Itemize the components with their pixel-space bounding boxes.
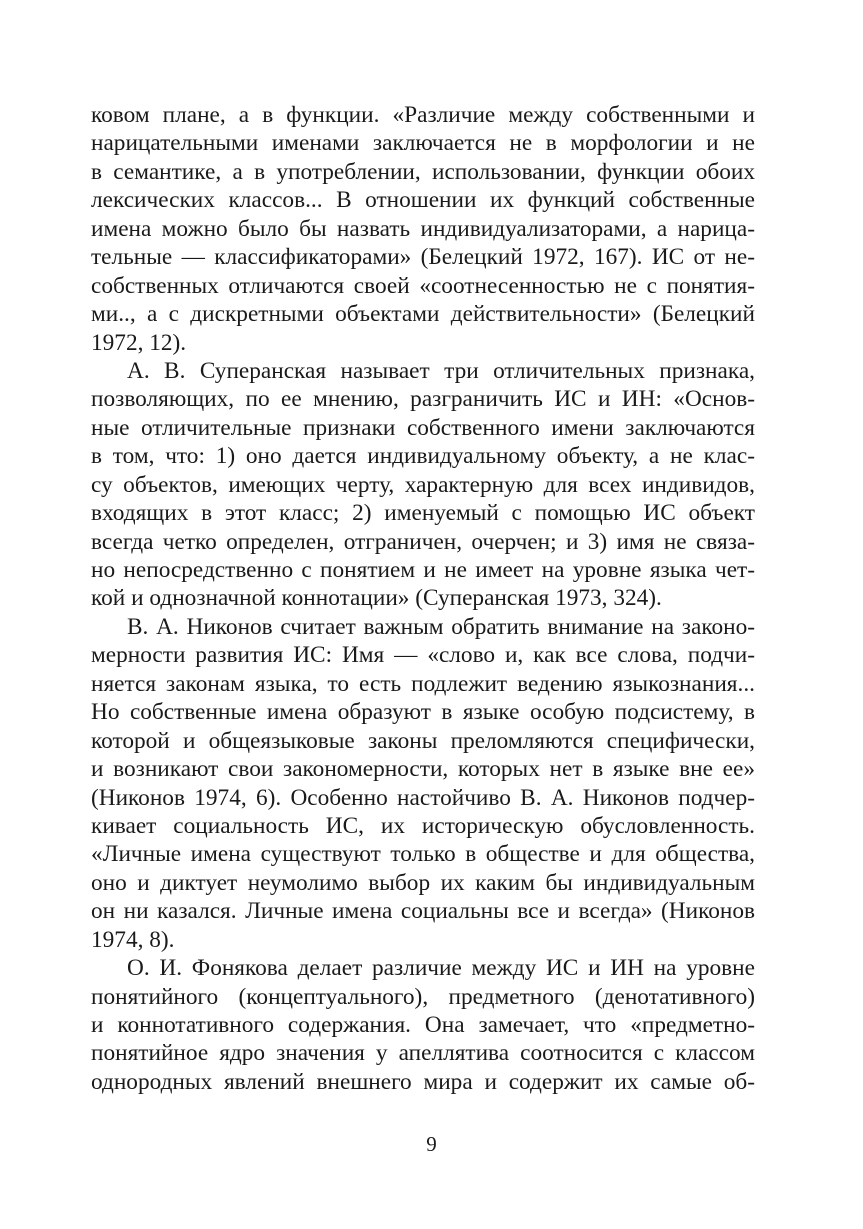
text-line: в семантике, а в употреблении, использовании, функции обоих xyxy=(91,158,755,185)
body-text xyxy=(91,101,755,1096)
text-line: кой и однозначной коннотации» (Суперанская 1973, 324). xyxy=(91,585,662,612)
text-line: тельные — классификаторами» (Белецкий 1972, 167). ИС от не- xyxy=(91,244,755,271)
text-line: (Никонов 1974, 6). Особенно настойчиво В. А. Никонов подчер- xyxy=(91,784,755,811)
paragraph-start-line: В. А. Никонов считает важным обратить внимание на законо- xyxy=(127,613,755,640)
text-line: и коннотативного содержания. Она замечает, что «предметно- xyxy=(91,1012,755,1038)
text-line: но непосредственно с понятием и не имеет на уровне языка чет- xyxy=(91,557,755,583)
text-line: ковом плане, а в функции. «Различие между собственными и xyxy=(91,102,755,128)
text-line: собственных отличаются своей «соотнесенностью не с понятия- xyxy=(91,272,755,299)
text-line: 1972, 12). xyxy=(91,329,187,356)
text-line: ные отличительные признаки собственного имени заключаются xyxy=(91,414,755,441)
text-line: однородных явлений внешнего мира и содержит их самые об- xyxy=(91,1068,755,1095)
text-line: понятийного (концептуального), предметного (денотативного) xyxy=(91,983,755,1010)
text-line: понятийное ядро значения у апеллятива соотносится с классом xyxy=(91,1040,755,1067)
page-number: 9 xyxy=(426,1132,437,1156)
text-line: он ни казался. Личные имена социальны все и всегда» (Никонов xyxy=(91,898,755,925)
text-line: позволяющих, по ее мнению, разграничить ИС и ИН: «Основ- xyxy=(91,386,755,413)
text-line: 1974, 8). xyxy=(91,926,175,953)
text-line: всегда четко определен, отграничен, очерчен; и 3) имя не связа- xyxy=(91,528,755,555)
text-line: нарицательными именами заключается не в морфологии и не xyxy=(91,130,755,157)
text-line: няется законам языка, то есть подлежит ведению языкознания... xyxy=(91,670,755,697)
paragraph-start-line: О. И. Фонякова делает различие между ИС и ИН на уровне xyxy=(127,955,755,982)
text-line: «Личные имена существуют только в обществе и для общества, xyxy=(91,841,755,868)
text-line: кивает социальность ИС, их историческую обусловленность. xyxy=(91,812,755,839)
text-line: и возникают свои закономерности, которых нет в языке вне ее» xyxy=(91,756,755,783)
text-line: мерности развития ИС: Имя — «слово и, как все слова, подчи- xyxy=(91,642,755,669)
text-line: лексических классов... В отношении их функций собственные xyxy=(91,187,755,214)
text-line: имена можно было бы назвать индивидуализаторами, а нарица- xyxy=(91,215,755,242)
text-line: которой и общеязыковые законы преломляются специфически, xyxy=(91,727,755,754)
text-line: входящих в этот класс; 2) именуемый с помощью ИС объект xyxy=(91,500,755,527)
paragraph-start-line: А. В. Суперанская называет три отличительных признака, xyxy=(127,357,755,384)
text-line: ми.., а с дискретными объектами действительности» (Белецкий xyxy=(91,301,755,328)
text-line: оно и диктует неумолимо выбор их каким бы индивидуальным xyxy=(91,869,755,896)
text-line: Но собственные имена образуют в языке особую подсистему, в xyxy=(91,699,755,726)
text-line: в том, что: 1) оно дается индивидуальному объекту, а не клас- xyxy=(91,443,755,470)
text-line: су объектов, имеющих черту, характерную для всех индивидов, xyxy=(91,471,755,498)
